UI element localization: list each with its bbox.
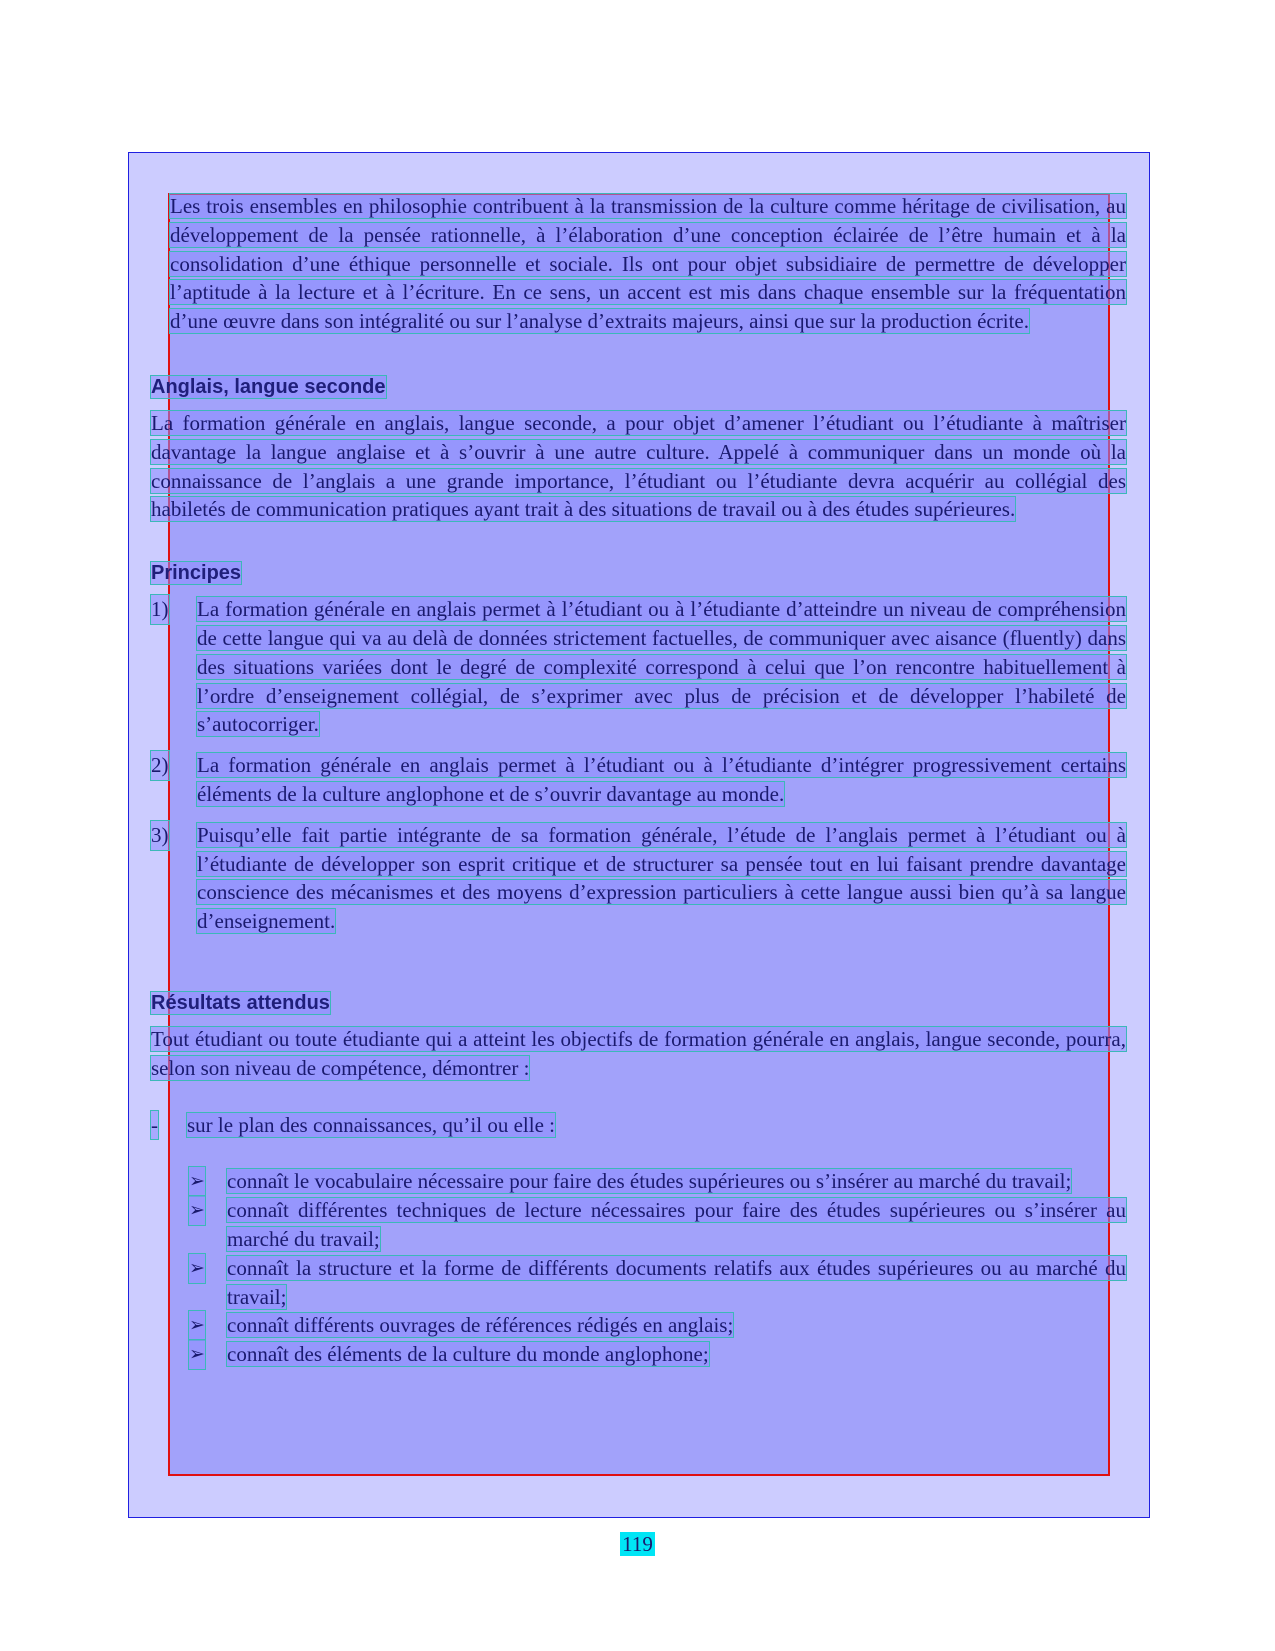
- bullet-text: connaît le vocabulaire nécessaire pour faire des études supérieures ou s’insérer au marché du travail;: [227, 1169, 1072, 1194]
- bullet-text: connaît la structure et la forme de différents documents relatifs aux études supérieures ou au marché du travail;: [227, 1255, 1126, 1309]
- section-heading-principes: [151, 560, 1126, 586]
- principle-text: La formation générale en anglais permet à l’étudiant ou à l’étudiante d’intégrer progressivement certains éléments de la culture anglophone et de s’ouvrir davantage au monde.: [197, 753, 1126, 806]
- section-heading-resultats: [151, 990, 1126, 1016]
- resultats-intro-text: Tout étudiant ou toute étudiante qui a atteint les objectifs de formation générale en anglais, langue seconde, pourra, selon son niveau de compétence, démontrer :: [151, 1026, 1126, 1080]
- page-number: [0, 1531, 1275, 1557]
- principle-number: 1): [151, 595, 169, 624]
- anglais-paragraph: [151, 409, 1126, 524]
- intro-paragraph-text: Les trois ensembles en philosophie contribuent à la transmission de la culture comme héritage de civilisation, au développement de la pensée rationnelle, à l’élaboration d’une conception éclairée de l’être humain et à la consolidation d’une éthique personnelle et sociale. Ils ont pour objet subsidiaire de permettre de développer l’aptitude à la lecture et à l’écriture. En ce sens, un accent est mis dans chaque ensemble sur la fréquentation d’une œuvre dans son intégralité ou sur l’analyse d’extraits majeurs, ainsi que sur la production écrite.: [170, 194, 1126, 334]
- dash-item-text: sur le plan des connaissances, qu’il ou elle :: [187, 1112, 555, 1137]
- bullet-item: [189, 1254, 1126, 1312]
- bullet-item: [189, 1311, 1126, 1340]
- section-heading-anglais-text: Anglais, langue seconde: [151, 375, 386, 398]
- resultats-intro: [151, 1025, 1126, 1083]
- section-heading-resultats-text: Résultats attendus: [151, 991, 330, 1014]
- intro-paragraph: [170, 192, 1126, 336]
- bullet-text: connaît des éléments de la culture du monde anglophone;: [227, 1342, 709, 1367]
- section-heading-principes-text: Principes: [151, 562, 242, 585]
- principle-number: 2): [151, 751, 169, 780]
- bullet-text: connaît différentes techniques de lecture nécessaires pour faire des études supérieures ou s’insérer au marché du travail;: [227, 1198, 1126, 1251]
- principle-text: La formation générale en anglais permet à l’étudiant ou à l’étudiante d’atteindre un niveau de compréhension de cette langue qui va au delà de données strictement factuelles, de communiquer avec aisance (fluently) dans des situations variées dont le degré de complexité correspond à celui que l’on rencontre habituellement à l’ordre d’enseignement collégial, de s’exprimer avec plus de précision et de développer l’habileté de s’autocorriger.: [197, 597, 1126, 737]
- page-number-text: 119: [622, 1532, 653, 1556]
- anglais-paragraph-text: La formation générale en anglais, langue seconde, a pour objet d’amener l’étudiant ou l’étudiante à maîtriser davantage la langue anglaise et à s’ouvrir à une autre culture. Appelé à communiquer dans un monde où la connaissance de l’anglais a une grande importance, l’étudiant ou l’étudiante devra acquérir au collégial des habiletés de communication pratiques ayant trait à des situations de travail ou à des études supérieures.: [151, 410, 1126, 522]
- section-heading-anglais: [151, 374, 1126, 400]
- principle-item: [151, 821, 1126, 936]
- bullet-item: [189, 1196, 1126, 1254]
- bullet-text: connaît différents ouvrages de références rédigés en anglais;: [227, 1313, 734, 1338]
- principle-item: [151, 751, 1126, 809]
- arrow-bullet-icon: ➢: [189, 1196, 205, 1225]
- page-content: [151, 192, 1126, 1369]
- principle-item: [151, 595, 1126, 739]
- dash-marker: -: [151, 1111, 158, 1140]
- dash-list-item: [151, 1111, 1126, 1140]
- bullet-item: [189, 1340, 1126, 1369]
- principle-text: Puisqu’elle fait partie intégrante de sa formation générale, l’étude de l’anglais permet à l’étudiant ou à l’étudiante de développer son esprit critique et de structurer sa pensée tout en lui faisant prendre davantage conscience des mécanismes et des moyens d’expression particuliers à cette langue aussi bien qu’à sa langue d’enseignement.: [197, 822, 1126, 934]
- arrow-bullet-icon: ➢: [189, 1254, 205, 1283]
- arrow-bullet-icon: ➢: [189, 1311, 205, 1340]
- knowledge-bullet-list: [189, 1167, 1126, 1369]
- arrow-bullet-icon: ➢: [189, 1340, 205, 1369]
- arrow-bullet-icon: ➢: [189, 1167, 205, 1196]
- bullet-item: [189, 1167, 1126, 1196]
- principle-number: 3): [151, 821, 169, 850]
